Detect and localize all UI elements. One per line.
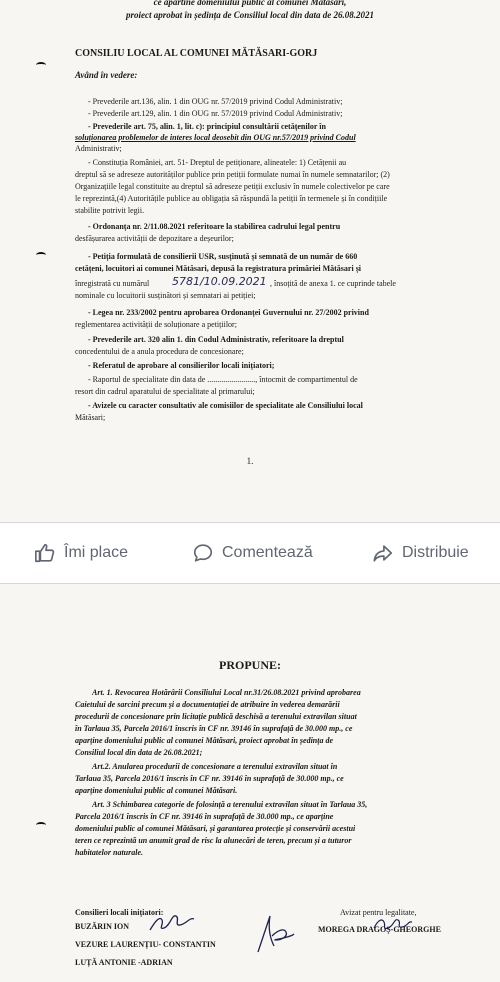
art3-line4: teren ce reprezintă un anumit grad de risc la alunecări de teren, precum și a tuturor [75,836,352,845]
signature-initiator-1 [148,910,196,936]
item-petition-5: nominale cu locuitorii susținători și semnatari ai petiției; [75,291,256,300]
post-action-bar [0,522,500,584]
item-raport-2: resort din cadrul aparatului de specialitate al primarului; [75,387,255,396]
thumbs-up-icon [34,542,56,564]
item-law-233: - Legea nr. 233/2002 pentru aprobarea Ordonanței Guvernului nr. 27/2002 privind [88,308,369,317]
item-constitution-3: Organizațiile legal constituite au dreptul să adreseze petiții exclusiv în numele colectivelor pe care [75,182,390,191]
comment-button[interactable] [192,539,313,567]
art3-line3: domeniului public al comunei Mătăsari, și garantarea protecție și conservării acestui [75,824,356,833]
header-line-2: proiect aprobat în ședința de Consiliul local din data de 26.08.2021 [125,10,374,20]
item-art75: - Prevederile art. 75, alin. 1, lit. c): principiul consultării cetățenilor în [88,122,326,131]
like-label: Îmi place [64,544,129,561]
legality-label: Avizat pentru legalitate, [340,908,417,917]
item-law-233-2: reglementarea activității de soluționare a petițiilor; [75,320,237,329]
item-ordinance-2: desfășurarea activității de depozitare a deșeurilor; [75,234,234,243]
handwritten-registration-number: 5781/10.09.2021 [172,275,267,288]
share-arrow-icon [372,542,394,564]
item-constitution: - Constituția României, art. 51- Dreptul de petiționare, alineatele: 1) Cetățenii au [88,158,347,167]
share-button[interactable] [372,539,469,567]
initiators-label: Consilieri locali inițiatori: [75,908,164,917]
art3-line2: Parcela 2016/1 înscris în CF nr. 39146 în suprafață de 30.000 mp., ce aparține [75,812,334,821]
art3-line5: habitatelor naturale. [75,848,144,857]
legality-name: MOREGA DRAGOȘ-GHEORGHE [318,925,441,934]
having-in-view-label: Având în vedere: [75,70,138,80]
signature-central [252,912,296,956]
art1-line5: aparține domeniului public al comunei Mătăsari, proiect aprobat în ședința de [75,736,334,745]
item-ordinance: - Ordonanța nr. 2/11.08.2021 referitoare la stabilirea cadrului legal pentru [88,222,341,231]
item-art75-cont: soluționarea problemelor de interes local deosebit din OUG nr.57/2019 privind Codul [75,133,356,142]
item-avizele: - Avizele cu caracter consultativ ale comisiilor de specialitate ale Consiliului local [88,401,363,410]
item-art75-end: Administrativ; [75,144,122,153]
art2-line2: Tarlaua 35, Parcela 2016/1 înscris în CF nr. 39146 în suprafață de 30.000 mp., ce [75,774,344,783]
item-petition-2: cetățeni, locuitori ai comunei Mătăsari, depusă la registratura primăriei Mătăsari și [75,264,362,273]
header-line-1: ce apartine domeniului public al comunei Mătăsari, [153,0,347,7]
item-constitution-2: dreptul să se adreseze autorităților publice prin petiții formulate numai în numele semnatarilor; (2) [75,170,390,179]
art3-line1: Art. 3 Schimbarea categorie de folosință a terenului extravilan situat în Tarlaua 35, [92,800,368,809]
art2-line3: aparține domeniului public al comunei Mătăsari. [75,786,238,795]
art1-line1: Art. 1. Revocarea Hotărârii Consiliului Local nr.31/26.08.2021 privind aprobarea [92,688,361,697]
document-page-2 [0,584,500,982]
item-art136: - Prevederile art.136, alin. 1 din OUG nr. 57/2019 privind Codul Administrativ; [88,97,343,106]
comment-bubble-icon [192,542,214,564]
item-art320-2: concedentului de a anula procedura de concesionare; [75,347,244,356]
item-constitution-4: le reprezintă,(4) Autoritățile publice au obligația să răspundă la petiții în termenele și în condițiile [75,194,388,203]
item-constitution-5: stabilite potrivit legii. [75,206,145,215]
art1-line3: procedurii de concesionare prin licitație publică deschisă a terenului extravilan situat [75,712,357,721]
item-petition: - Petiția formulată de consilierii USR, susținută și semnată de un număr de 660 [88,252,358,261]
punch-hole-mark [36,252,46,258]
item-art320: - Prevederile art. 320 alin 1. din Codul Administrativ, referitoare la dreptul [88,335,344,344]
signature-legality [372,914,414,934]
art2-line1: Art.2. Anularea procedurii de concesionare a terenului extravilan situat în [92,762,338,771]
item-raport: - Raportul de specialitate din data de ........................, întocmit de compartimentul de [88,375,358,384]
item-art129: - Prevederile art.129, alin. 1 din OUG nr. 57/2019 privind Codul Administrativ; [88,109,343,118]
art1-line6: Consiliul local din data de 26.08.2021; [75,748,203,757]
item-referat: - Referatul de aprobare al consilierilor locali inițiatori; [88,361,275,370]
page-number: 1. [246,456,254,466]
initiator-1: BUZĂRIN ION [75,922,130,931]
council-heading: CONSILIU LOCAL AL COMUNEI MĂTĂSARI-GORJ [75,48,318,59]
art1-line4: în Tarlaua 35, Parcela 2016/1 înscris în CF nr. 39146 în suprafață de 30.000 mp., ce [75,724,353,733]
initiator-3: LUȚĂ ANTONIE -ADRIAN [75,958,173,967]
punch-hole-mark [36,822,46,828]
comment-label: Comentează [222,544,313,561]
initiator-2: VEZURE LAURENȚIU- CONSTANTIN [75,940,216,949]
punch-hole-mark [36,62,46,68]
like-button[interactable] [34,539,128,567]
item-avizele-2: Mătăsari; [75,413,106,422]
share-label: Distribuie [402,544,469,561]
item-petition-4: , însoțită de anexa 1. ce cuprinde tabele [270,279,396,288]
proposal-title: PROPUNE: [219,658,281,672]
item-petition-3: înregistrată cu numărul [75,279,150,288]
art1-line2: Caietului de sarcini precum și a documentației de atribuire în vederea demarării [75,700,340,709]
